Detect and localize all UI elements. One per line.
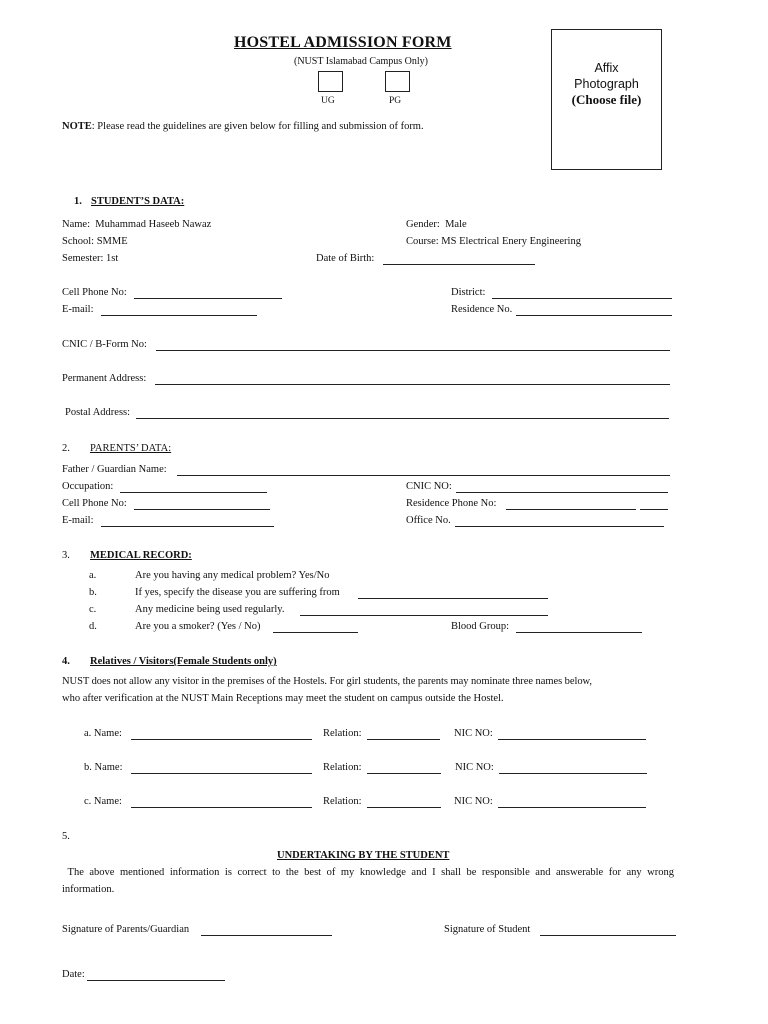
parent-cnic-field[interactable] bbox=[456, 492, 668, 493]
nic-field[interactable] bbox=[499, 773, 647, 774]
section3-number: 3. bbox=[62, 550, 70, 561]
parent-cnic-label: CNIC NO: bbox=[406, 481, 452, 492]
residence-phone-extension-field[interactable] bbox=[640, 509, 668, 510]
medical-item-letter: c. bbox=[89, 604, 97, 615]
nic-field[interactable] bbox=[498, 739, 646, 740]
medical-item-letter: d. bbox=[89, 621, 97, 632]
course-value[interactable]: MS Electrical Enery Engineering bbox=[441, 236, 581, 247]
section3-heading: MEDICAL RECORD: bbox=[90, 550, 192, 561]
ug-label: UG bbox=[321, 96, 335, 106]
office-field[interactable] bbox=[455, 526, 664, 527]
nic-label: NIC NO: bbox=[455, 762, 494, 773]
section5-heading: UNDERTAKING BY THE STUDENT bbox=[277, 850, 450, 861]
blood-group-field[interactable] bbox=[516, 632, 642, 633]
section4-number: 4. bbox=[62, 656, 70, 667]
parent-cell-field[interactable] bbox=[134, 509, 270, 510]
note-line bbox=[62, 121, 424, 132]
course-label: Course: bbox=[406, 236, 439, 247]
postal-address-label: Postal Address: bbox=[65, 407, 131, 418]
nic-label: NIC NO: bbox=[454, 796, 493, 807]
section4-paragraph-line2: who after verification at the NUST Main Receptions may meet the student on campus outside the Hostel. bbox=[62, 693, 504, 704]
pg-checkbox[interactable] bbox=[385, 71, 410, 92]
date-label: Date: bbox=[62, 969, 85, 980]
smoker-field[interactable] bbox=[273, 632, 358, 633]
cell-phone-field[interactable] bbox=[134, 298, 282, 299]
relation-label: Relation: bbox=[323, 728, 362, 739]
cell-phone-label: Cell Phone No: bbox=[62, 287, 127, 298]
relative-name-label: c. Name: bbox=[84, 796, 122, 807]
semester-value[interactable]: 1st bbox=[106, 253, 119, 264]
photo-box-line2: Photograph bbox=[574, 77, 639, 91]
residence-label: Residence No. bbox=[451, 304, 513, 315]
section4-paragraph-line1: NUST does not allow any visitor in the premises of the Hostels. For girl students, the parents may nominate three names below, bbox=[62, 676, 592, 687]
residence-phone-label: Residence Phone No: bbox=[406, 498, 497, 509]
parent-signature-field[interactable] bbox=[201, 935, 332, 936]
district-label: District: bbox=[451, 287, 486, 298]
student-name-value[interactable]: Muhammad Haseeb Nawaz bbox=[95, 219, 212, 230]
relation-field[interactable] bbox=[367, 773, 441, 774]
medical-item-letter: b. bbox=[89, 587, 97, 598]
medical-item-letter: a. bbox=[89, 570, 97, 581]
relation-field[interactable] bbox=[367, 739, 440, 740]
student-name-label: Name: bbox=[62, 219, 90, 230]
school-value[interactable]: SMME bbox=[96, 236, 128, 247]
student-name-row bbox=[62, 219, 211, 230]
dob-label: Date of Birth: bbox=[316, 253, 375, 264]
relative-name-field[interactable] bbox=[131, 773, 312, 774]
nic-label: NIC NO: bbox=[454, 728, 493, 739]
gender-row bbox=[406, 219, 467, 230]
residence-phone-field[interactable] bbox=[506, 509, 636, 510]
relation-field[interactable] bbox=[367, 807, 441, 808]
father-name-field[interactable] bbox=[177, 475, 670, 476]
relative-name-label: a. Name: bbox=[84, 728, 122, 739]
occupation-field[interactable] bbox=[120, 492, 267, 493]
note-text: : Please read the guidelines are given below for filling and submission of form. bbox=[91, 121, 424, 132]
undertaking-line1: The above mentioned information is correct to the best of my knowledge and I shall be responsible and answerable for any wrong bbox=[67, 867, 674, 878]
ug-checkbox[interactable] bbox=[318, 71, 343, 92]
parent-email-field[interactable] bbox=[101, 526, 274, 527]
medical-item-text: Any medicine being used regularly. bbox=[135, 604, 285, 615]
photo-box[interactable] bbox=[551, 29, 662, 170]
course-row bbox=[406, 236, 581, 247]
postal-address-field[interactable] bbox=[136, 418, 669, 419]
office-label: Office No. bbox=[406, 515, 451, 526]
permanent-address-field[interactable] bbox=[155, 384, 670, 385]
undertaking-line2: information. bbox=[62, 884, 115, 895]
photo-box-line1: Affix bbox=[594, 61, 619, 75]
gender-label: Gender: bbox=[406, 219, 440, 230]
form-title: HOSTEL ADMISSION FORM bbox=[234, 34, 452, 51]
email-field[interactable] bbox=[101, 315, 257, 316]
disease-field[interactable] bbox=[358, 598, 548, 599]
choose-file-button[interactable]: (Choose file) bbox=[571, 92, 642, 107]
medical-item-text: Are you a smoker? (Yes / No) bbox=[135, 621, 261, 632]
district-field[interactable] bbox=[492, 298, 672, 299]
note-label: NOTE bbox=[62, 121, 92, 132]
student-signature-label: Signature of Student bbox=[444, 924, 531, 935]
relative-name-field[interactable] bbox=[131, 807, 312, 808]
nic-field[interactable] bbox=[498, 807, 646, 808]
school-row bbox=[62, 236, 128, 247]
cnic-label: CNIC / B-Form No: bbox=[62, 339, 147, 350]
parent-signature-label: Signature of Parents/Guardian bbox=[62, 924, 190, 935]
relation-label: Relation: bbox=[323, 796, 362, 807]
semester-row bbox=[62, 253, 118, 264]
date-field[interactable] bbox=[87, 980, 225, 981]
email-label: E-mail: bbox=[62, 304, 94, 315]
school-label: School: bbox=[62, 236, 95, 247]
relative-name-field[interactable] bbox=[131, 739, 312, 740]
section4-heading: Relatives / Visitors(Female Students only) bbox=[90, 656, 277, 667]
dob-field[interactable] bbox=[383, 264, 535, 265]
medicine-field[interactable] bbox=[300, 615, 548, 616]
relation-label: Relation: bbox=[323, 762, 362, 773]
pg-label: PG bbox=[389, 96, 402, 106]
parent-cell-label: Cell Phone No: bbox=[62, 498, 127, 509]
section1-heading: STUDENT’S DATA: bbox=[91, 196, 185, 207]
section2-number: 2. bbox=[62, 443, 70, 454]
blood-group-label: Blood Group: bbox=[451, 621, 510, 632]
residence-field[interactable] bbox=[516, 315, 672, 316]
medical-item-text: Are you having any medical problem? Yes/No bbox=[135, 570, 330, 581]
semester-label: Semester: bbox=[62, 253, 104, 264]
occupation-label: Occupation: bbox=[62, 481, 114, 492]
section5-number: 5. bbox=[62, 831, 70, 842]
section1-number: 1. bbox=[74, 196, 82, 207]
father-name-label: Father / Guardian Name: bbox=[62, 464, 167, 475]
permanent-address-label: Permanent Address: bbox=[62, 373, 147, 384]
student-signature-field[interactable] bbox=[540, 935, 676, 936]
medical-item-text: If yes, specify the disease you are suffering from bbox=[135, 587, 340, 598]
parent-email-label: E-mail: bbox=[62, 515, 94, 526]
gender-value[interactable]: Male bbox=[445, 219, 467, 230]
form-subtitle: (NUST Islamabad Campus Only) bbox=[294, 56, 428, 67]
relative-name-label: b. Name: bbox=[84, 762, 123, 773]
cnic-field[interactable] bbox=[156, 350, 670, 351]
section2-heading: PARENTS’ DATA: bbox=[90, 443, 172, 454]
